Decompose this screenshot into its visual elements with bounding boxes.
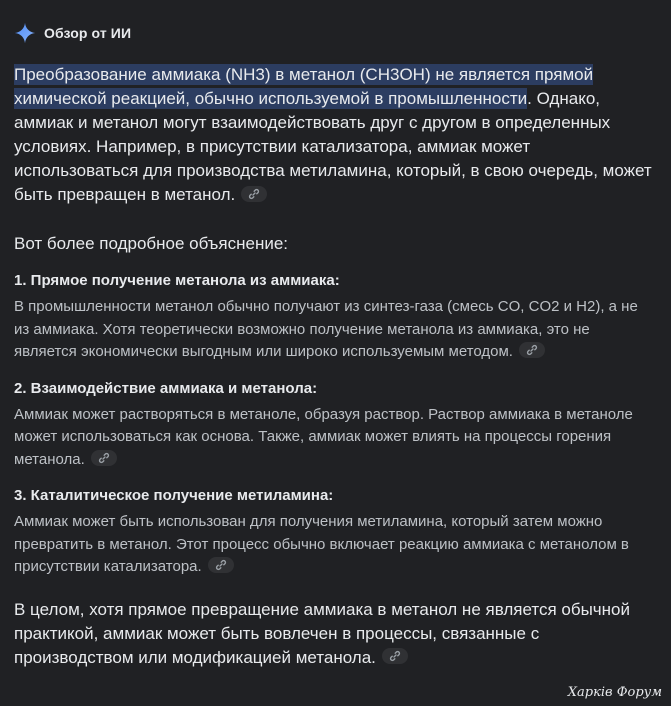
section-title: 2. Взаимодействие аммиака и метанола:: [14, 379, 318, 397]
ai-overview-title: Обзор от ИИ: [44, 25, 132, 41]
section-body: [14, 404, 654, 472]
link-icon: [389, 650, 401, 662]
conclusion-text: В целом, хотя прямое превращение аммиака в метанол не является обычной практикой, аммиак может быть вовлечен в процессы, связанные с производством или модификацией метанола.: [14, 599, 630, 667]
link-icon: [248, 188, 260, 200]
highlighted-answer: Преобразование аммиака (NH3) в метанол (CH3OH) не является прямой химической реакцией, обычно используемой в промышленности: [14, 65, 594, 108]
conclusion-paragraph: [14, 598, 654, 670]
section-title: 3. Каталитическое получение метиламина:: [14, 487, 334, 504]
section-body-text: Аммиак может растворяться в метаноле, образуя раствор. Раствор аммиака в метаноле может использоваться как основа. Также, аммиак может влиять на процессы горения метанола.: [14, 405, 633, 468]
gemini-spark-icon: [14, 22, 36, 44]
lead-text: . Однако, аммиак и метанол могут взаимодействовать друг с другом в определенных условиях. Например, в присутствии катализатора, аммиак может использоваться для производства метиламина, который, в свою очередь, может быть превращен в метанол.: [14, 89, 652, 204]
link-icon: [98, 452, 110, 464]
citation-link-button[interactable]: [519, 342, 545, 358]
citation-link-button[interactable]: [91, 450, 117, 466]
section-direct-production: [14, 270, 654, 364]
link-icon: [526, 344, 538, 356]
ai-overview-header: [14, 22, 131, 44]
citation-link-button[interactable]: [208, 557, 234, 573]
section-body: [14, 296, 654, 364]
ai-overview-content: [14, 63, 654, 670]
section-title: 1. Прямое получение метанола из аммиака:: [14, 272, 340, 289]
citation-link-button[interactable]: [382, 648, 408, 664]
link-icon: [215, 559, 227, 571]
watermark: Харків Форум: [567, 685, 662, 700]
intro-text: Вот более подробное объяснение:: [14, 234, 289, 253]
section-interaction: [14, 378, 654, 472]
section-body: [14, 511, 654, 579]
section-body-text: В промышленности метанол обычно получают из синтез-газа (смесь CO, CO2 и H2), а не из аммиака. Хотя теоретически возможно получение метанола из аммиака, это не является экономически выгодным или широко используемым методом.: [14, 298, 638, 360]
section-catalytic: [14, 485, 654, 579]
citation-link-button[interactable]: [241, 186, 267, 202]
section-body-text: Аммиак может быть использован для получения метиламина, который затем можно превратить в метанол. Этот процесс обычно включает реакцию аммиака с метанолом в присутствии катализатора.: [14, 513, 629, 575]
lead-paragraph: [14, 63, 654, 207]
